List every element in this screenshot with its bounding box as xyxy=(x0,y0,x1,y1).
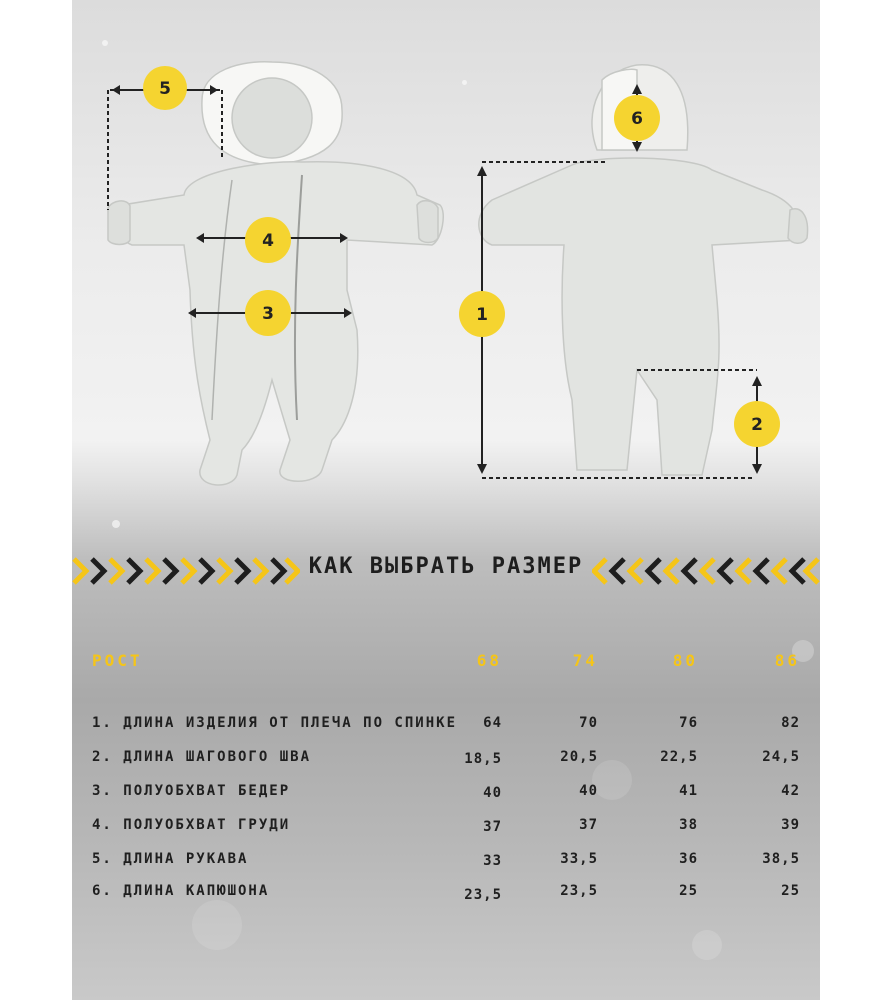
cell: 39 xyxy=(781,817,800,833)
cell: 20,5 xyxy=(560,749,598,765)
table-header-row xyxy=(72,651,820,677)
cell: 23,5 xyxy=(560,883,598,899)
front-suit xyxy=(108,62,443,485)
chevrons-left-icon xyxy=(592,556,820,586)
cell: 38,5 xyxy=(762,851,800,867)
row-label: 6. ДЛИНА КАПЮШОНА xyxy=(92,883,270,899)
marker-5-label: 5 xyxy=(159,79,171,99)
cell: 25 xyxy=(679,883,698,899)
cell: 38 xyxy=(679,817,698,833)
header-label: РОСТ xyxy=(92,651,143,670)
marker-4 xyxy=(245,217,291,263)
table-row xyxy=(72,715,820,741)
table-row xyxy=(72,817,820,843)
marker-2 xyxy=(734,401,780,447)
row-label: 4. ПОЛУОБХВАТ ГРУДИ xyxy=(92,817,291,833)
cell: 33 xyxy=(483,853,502,869)
snow-bokeh xyxy=(692,930,722,960)
marker-4-label: 4 xyxy=(262,231,274,251)
table-row xyxy=(72,749,820,775)
cell: 24,5 xyxy=(762,749,800,765)
cell: 36 xyxy=(679,851,698,867)
cell: 40 xyxy=(579,783,598,799)
marker-5 xyxy=(143,66,187,110)
cell: 42 xyxy=(781,783,800,799)
row-label: 3. ПОЛУОБХВАТ БЕДЕР xyxy=(92,783,291,799)
cell: 22,5 xyxy=(660,749,698,765)
page-title: КАК ВЫБРАТЬ РАЗМЕР xyxy=(308,554,584,579)
cell: 25 xyxy=(781,883,800,899)
marker-1-label: 1 xyxy=(476,305,488,325)
size-guide-card xyxy=(72,0,820,1000)
marker-6-label: 6 xyxy=(631,109,643,129)
row-label: 2. ДЛИНА ШАГОВОГО ШВА xyxy=(92,749,312,765)
jumpsuit-illustration xyxy=(72,0,820,520)
cell: 23,5 xyxy=(464,887,502,903)
cell: 82 xyxy=(781,715,800,731)
cell: 64 xyxy=(483,715,502,731)
cell: 33,5 xyxy=(560,851,598,867)
size-80: 80 xyxy=(672,651,698,670)
cell: 37 xyxy=(483,819,502,835)
cell: 70 xyxy=(579,715,598,731)
size-74: 74 xyxy=(572,651,598,670)
marker-2-label: 2 xyxy=(751,415,763,435)
table-row xyxy=(72,851,820,877)
row-label: 5. ДЛИНА РУКАВА xyxy=(92,851,249,867)
table-row xyxy=(72,783,820,809)
cell: 18,5 xyxy=(464,751,502,767)
marker-1 xyxy=(459,291,505,337)
row-label: 1. ДЛИНА ИЗДЕЛИЯ ОТ ПЛЕЧА ПО СПИНКЕ xyxy=(92,715,458,731)
marker-6 xyxy=(614,95,660,141)
cell: 40 xyxy=(483,785,502,801)
size-86: 86 xyxy=(774,651,800,670)
cell: 41 xyxy=(679,783,698,799)
table-row xyxy=(72,883,820,909)
marker-3 xyxy=(245,290,291,336)
snow-bokeh xyxy=(112,520,120,528)
size-68: 68 xyxy=(476,651,502,670)
cell: 37 xyxy=(579,817,598,833)
title-row xyxy=(72,548,820,594)
cell: 76 xyxy=(679,715,698,731)
marker-3-label: 3 xyxy=(262,304,274,324)
